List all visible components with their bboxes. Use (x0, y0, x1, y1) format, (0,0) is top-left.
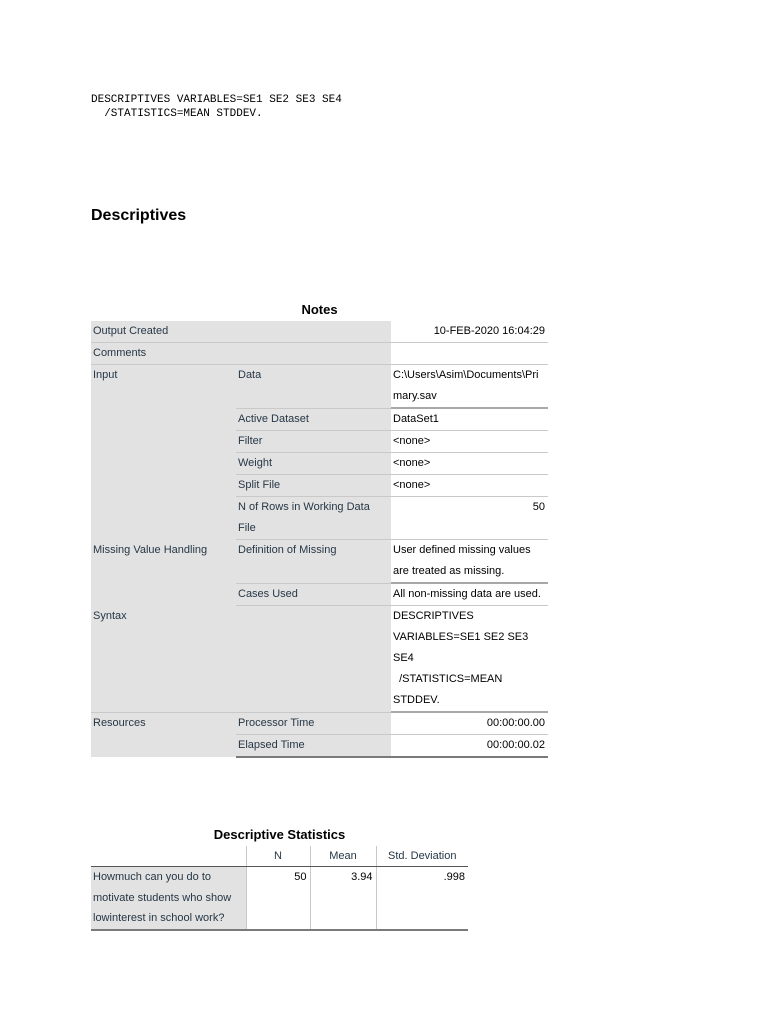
cell-n: 50 (246, 867, 310, 930)
col-header-std-deviation: Std. Deviation (376, 846, 468, 867)
table-row (91, 606, 548, 713)
filter-value: <none> (391, 431, 548, 453)
n-rows-value: 50 (391, 497, 548, 540)
descriptive-statistics-table (91, 846, 468, 931)
split-file-value: <none> (391, 475, 548, 497)
data-value: C:\Users\Asim\Documents\Primary.sav (391, 365, 548, 409)
cases-used-value: All non-missing data are used. (391, 583, 548, 606)
elapsed-time-value: 00:00:00.02 (391, 735, 548, 758)
filter-label: Filter (236, 431, 391, 453)
col-header-n: N (246, 846, 310, 867)
table-row (91, 867, 468, 930)
syntax-value: DESCRIPTIVES VARIABLES=SE1 SE2 SE3 SE4 /STATISTICS=MEAN STDDEV. (391, 606, 548, 713)
output-created-label: Output Created (91, 321, 391, 343)
syntax-label: Syntax (91, 606, 391, 713)
weight-value: <none> (391, 453, 548, 475)
definition-label: Definition of Missing (236, 540, 391, 584)
notes-table (91, 321, 548, 758)
corner-cell (91, 846, 246, 867)
table-header-row (91, 846, 468, 867)
definition-value: User defined missing values are treated as missing. (391, 540, 548, 584)
weight-label: Weight (236, 453, 391, 475)
table-row (91, 321, 548, 343)
comments-value (391, 343, 548, 365)
split-file-label: Split File (236, 475, 391, 497)
notes-table-title: Notes (301, 302, 338, 317)
syntax-block: DESCRIPTIVES VARIABLES=SE1 SE2 SE3 SE4 /STATISTICS=MEAN STDDEV. (91, 94, 342, 120)
cell-mean: 3.94 (310, 867, 376, 930)
input-label: Input (91, 365, 236, 540)
active-dataset-value: DataSet1 (391, 408, 548, 431)
cases-used-label: Cases Used (236, 583, 391, 606)
missing-label: Missing Value Handling (91, 540, 236, 606)
processor-time-value: 00:00:00.00 (391, 712, 548, 735)
elapsed-time-label: Elapsed Time (236, 735, 391, 758)
n-rows-label: N of Rows in Working Data File (236, 497, 391, 540)
table-row (91, 343, 548, 365)
active-dataset-label: Active Dataset (236, 408, 391, 431)
section-heading: Descriptives (91, 207, 187, 224)
descriptive-statistics-title: Descriptive Statistics (213, 827, 346, 842)
resources-label: Resources (91, 712, 236, 757)
comments-label: Comments (91, 343, 391, 365)
row-label: Howmuch can you do to motivate students who show lowinterest in school work? (91, 867, 246, 930)
table-row (91, 365, 548, 409)
col-header-mean: Mean (310, 846, 376, 867)
table-row (91, 540, 548, 584)
data-label: Data (236, 365, 391, 409)
table-row (91, 712, 548, 735)
output-created-value: 10-FEB-2020 16:04:29 (391, 321, 548, 343)
cell-std-deviation: .998 (376, 867, 468, 930)
processor-time-label: Processor Time (236, 712, 391, 735)
